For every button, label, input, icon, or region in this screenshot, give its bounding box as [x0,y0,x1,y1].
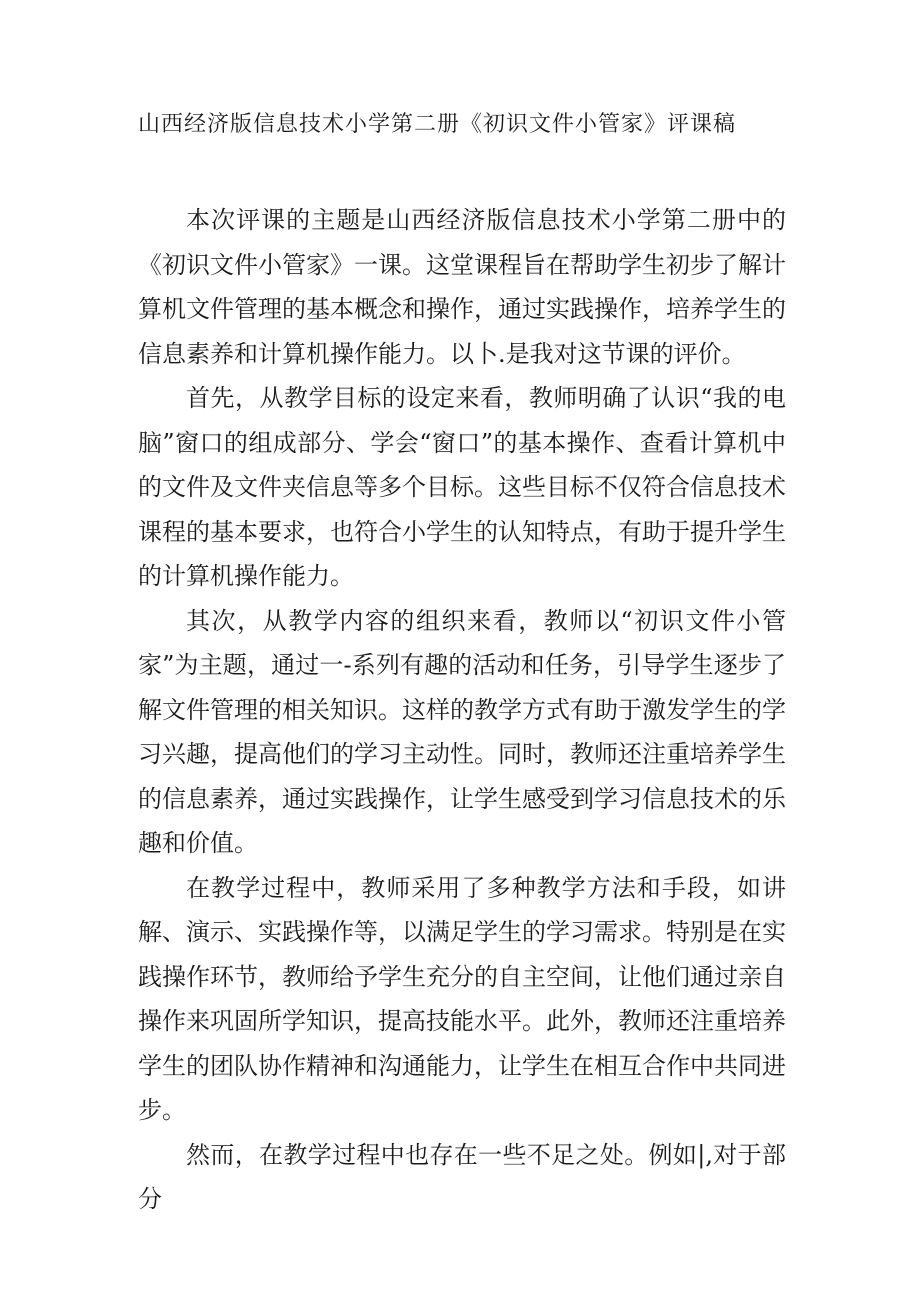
paragraph-shortcomings: 然而，在教学过程中也存在一些不足之处。例如|,对于部分 [138,1140,786,1213]
paragraph-teaching-process: 在教学过程中，教师采用了多种教学方法和手段，如讲解、演示、实践操作等，以满足学生的学习需求。特别是在实践操作环节，教师给予学生充分的自主空间，让他们通过亲自操作来巩固所学知识，提高技能水平。此外，教师还注重培养学生的团队协作精神和沟通能力，让学生在相互合作中共同进步。 [138,873,786,1124]
document-body [138,198,786,1222]
document-title: 山西经济版信息技术小学第二册《初识文件小管家》评课稿 [138,112,737,137]
paragraph-teaching-goals: 首先，从教学目标的设定来看，教师明确了认识“我的电脑”窗口的组成部分、学会“窗口”的基本操作、查看计算机中的文件及文件夹信息等多个目标。这些目标不仅符合信息技术课程的基本要求，也符合小学生的认知特点，有助于提升学生的计算机操作能力。 [138,384,786,590]
paragraph-intro: 本次评课的主题是山西经济版信息技术小学第二册中的《初识文件小管家》一课。这堂课程旨在帮助学生初步了解计算机文件管理的基本概念和操作，通过实践操作，培养学生的信息素养和计算机操作能力。以卜.是我对这节课的评价。 [138,206,786,368]
paragraph-teaching-content: 其次，从教学内容的组织来看，教师以“初识文件小管家”为主题，通过一-系列有趣的活动和任务，引导学生逐步了解文件管理的相关知识。这样的教学方式有助于激发学生的学习兴趣，提高他们的学习主动性。同时，教师还注重培养学生的信息素养，通过实践操作，让学生感受到学习信息技术的乐趣和价值。 [138,606,786,857]
